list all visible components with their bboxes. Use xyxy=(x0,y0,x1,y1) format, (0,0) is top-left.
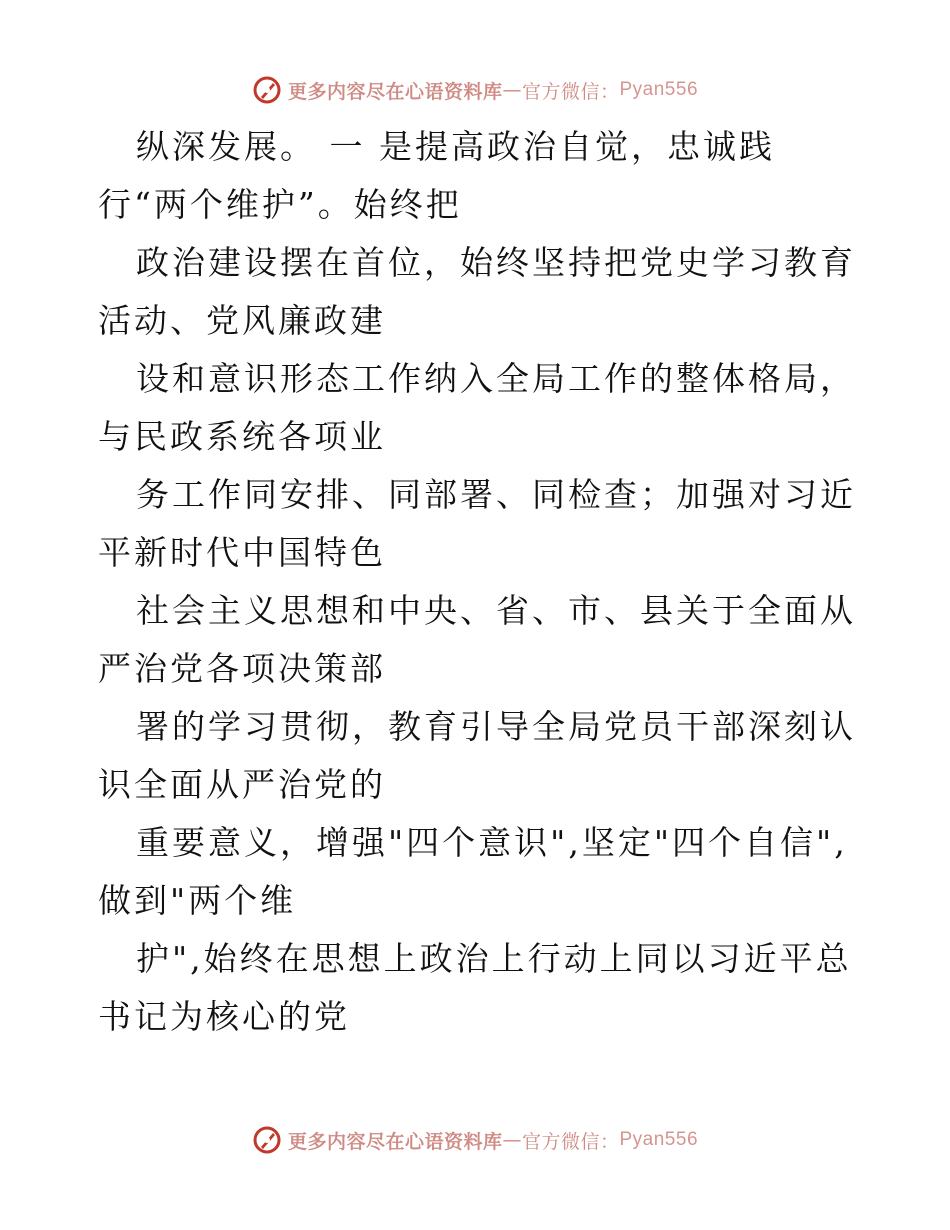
paragraph: 护",始终在思想上政治上行动上同以习近平总书记为核心的党 xyxy=(98,939,852,1036)
footer-watermark-banner xyxy=(0,1120,950,1160)
paragraph: 政治建设摆在首位，始终坚持把党史学习教育活动、党风廉政建 xyxy=(98,243,856,340)
footer-separator: — xyxy=(502,1129,522,1151)
paragraph: 务工作同安排、同部署、同检查；加强对习近平新时代中国特色 xyxy=(98,475,856,572)
header-wechat-label: 官方微信： xyxy=(521,80,620,103)
paragraph: 社会主义思想和中央、省、市、县关于全面从严治党各项决策部 xyxy=(98,591,856,688)
footer-wechat-label: 官方微信： xyxy=(521,1130,620,1153)
header-watermark-banner xyxy=(0,70,950,110)
header-wechat-id: Pyan556 xyxy=(619,79,699,100)
footer-site-text: 更多内容尽在心语资料库 xyxy=(287,1130,503,1153)
footer-wechat-id: Pyan556 xyxy=(619,1129,699,1150)
feather-pen-logo-icon xyxy=(252,75,282,105)
paragraph: 设和意识形态工作纳入全局工作的整体格局，与民政系统各项业 xyxy=(98,359,856,456)
paragraph: 纵深发展。 一 是提高政治自觉，忠诚践行“两个维护”。始终把 xyxy=(98,127,775,224)
header-separator: — xyxy=(502,79,522,101)
paragraph: 重要意义，增强"四个意识",坚定"四个自信",做到"两个维 xyxy=(98,823,848,920)
document-body xyxy=(98,118,858,1046)
feather-pen-logo-icon xyxy=(252,1125,282,1155)
paragraph: 署的学习贯彻，教育引导全局党员干部深刻认识全面从严治党的 xyxy=(98,707,856,804)
header-site-text: 更多内容尽在心语资料库 xyxy=(287,80,503,103)
